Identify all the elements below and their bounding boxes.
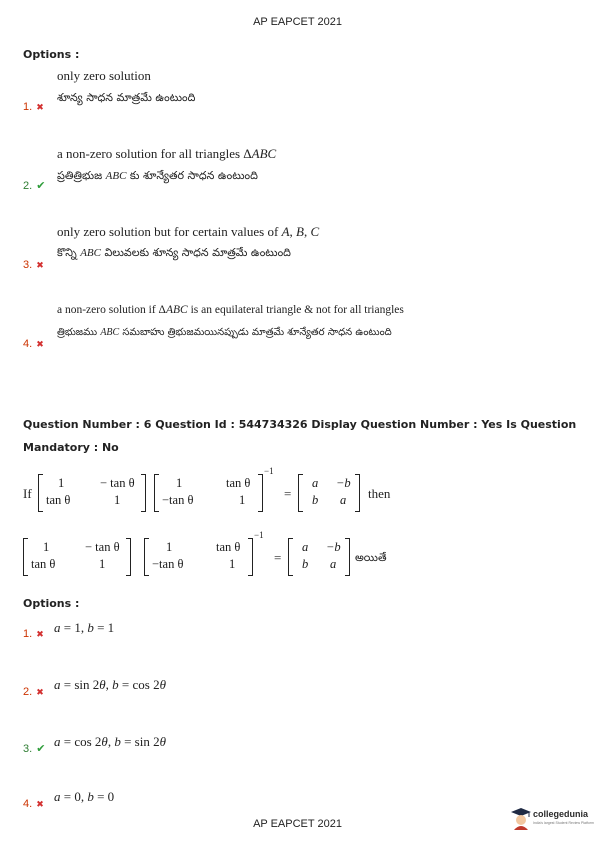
matrix-3: a −b b a	[298, 474, 360, 512]
q6-option-1-number: 1. ✖	[23, 628, 44, 640]
matrix-2: 1 tan θ −tan θ 1 −1	[154, 474, 264, 512]
then-text: then	[368, 486, 391, 501]
cross-icon: ✖	[36, 629, 44, 639]
matrix-1: 1 − tan θ tan θ 1	[38, 474, 146, 512]
option-4-english: a non-zero solution if ΔABC is an equilateral triangle & not for all triangles	[57, 304, 404, 316]
q6-option-3-number: 3. ✔	[23, 743, 46, 755]
option-1-telugu: శూన్య సాధన మాత్రమే ఉంటుంది	[57, 91, 196, 104]
check-icon: ✔	[36, 180, 46, 192]
q6-option-2: a = sin 2θ, b = cos 2θ	[54, 677, 166, 692]
option-3-number: 3. ✖	[23, 259, 44, 271]
option-4-number: 4. ✖	[23, 338, 44, 350]
if-text: If	[23, 486, 32, 501]
page-header: AP EAPCET 2021	[253, 16, 342, 28]
option-2-english: a non-zero solution for all triangles ΔABC	[57, 146, 277, 161]
question-meta-line2: Mandatory : No	[23, 441, 119, 454]
page-footer: AP EAPCET 2021	[253, 818, 342, 830]
options-label-q6: Options :	[23, 597, 80, 610]
cross-icon: ✖	[36, 102, 44, 112]
option-2-number: 2. ✔	[23, 180, 46, 192]
matrix-1-telugu: 1 − tan θ tan θ 1	[23, 538, 131, 576]
cross-icon: ✖	[36, 339, 44, 349]
equals-sign: =	[284, 486, 292, 501]
cross-icon: ✖	[36, 260, 44, 270]
cross-icon: ✖	[36, 687, 44, 697]
q6-option-2-number: 2. ✖	[23, 686, 44, 698]
check-icon: ✔	[36, 743, 46, 755]
equals-sign-telugu: =	[274, 550, 282, 565]
telugu-suffix: అయితే	[355, 551, 387, 564]
q6-option-4-number: 4. ✖	[23, 798, 44, 810]
option-3-english: only zero solution but for certain values of A, B, C	[57, 224, 320, 239]
q6-option-1: a = 1, b = 1	[54, 620, 115, 635]
question-meta-line1: Question Number : 6 Question Id : 544734326 Display Question Number : Yes Is Question	[23, 418, 577, 431]
q6-option-3: a = cos 2θ, b = sin 2θ	[54, 734, 166, 749]
option-1-number: 1. ✖	[23, 101, 44, 113]
graduate-icon	[510, 806, 532, 830]
cross-icon: ✖	[36, 799, 44, 809]
option-1-english: only zero solution	[57, 68, 151, 83]
options-label: Options :	[23, 48, 80, 61]
matrix-2-telugu: 1 tan θ −tan θ 1 −1	[144, 538, 254, 576]
option-2-telugu: ప్రతిత్రిభుజ ABC కు శూన్యేతర సాధన ఉంటుంది	[57, 169, 258, 182]
q6-option-4: a = 0, b = 0	[54, 789, 115, 804]
option-3-telugu: కొన్ని ABC విలువలకు శూన్య సాధన మాత్రమే ఉంటుంది	[57, 246, 291, 259]
option-4-telugu: త్రిభుజము ABC సమబాహు త్రిభుజమయినప్పుడు మాత్రమే శూన్యేతర సాధన ఉంటుంది	[57, 327, 392, 338]
collegedunia-logo: collegedunia India's largest Student Review Platform	[510, 806, 590, 832]
matrix-3-telugu: a −b b a	[288, 538, 350, 576]
